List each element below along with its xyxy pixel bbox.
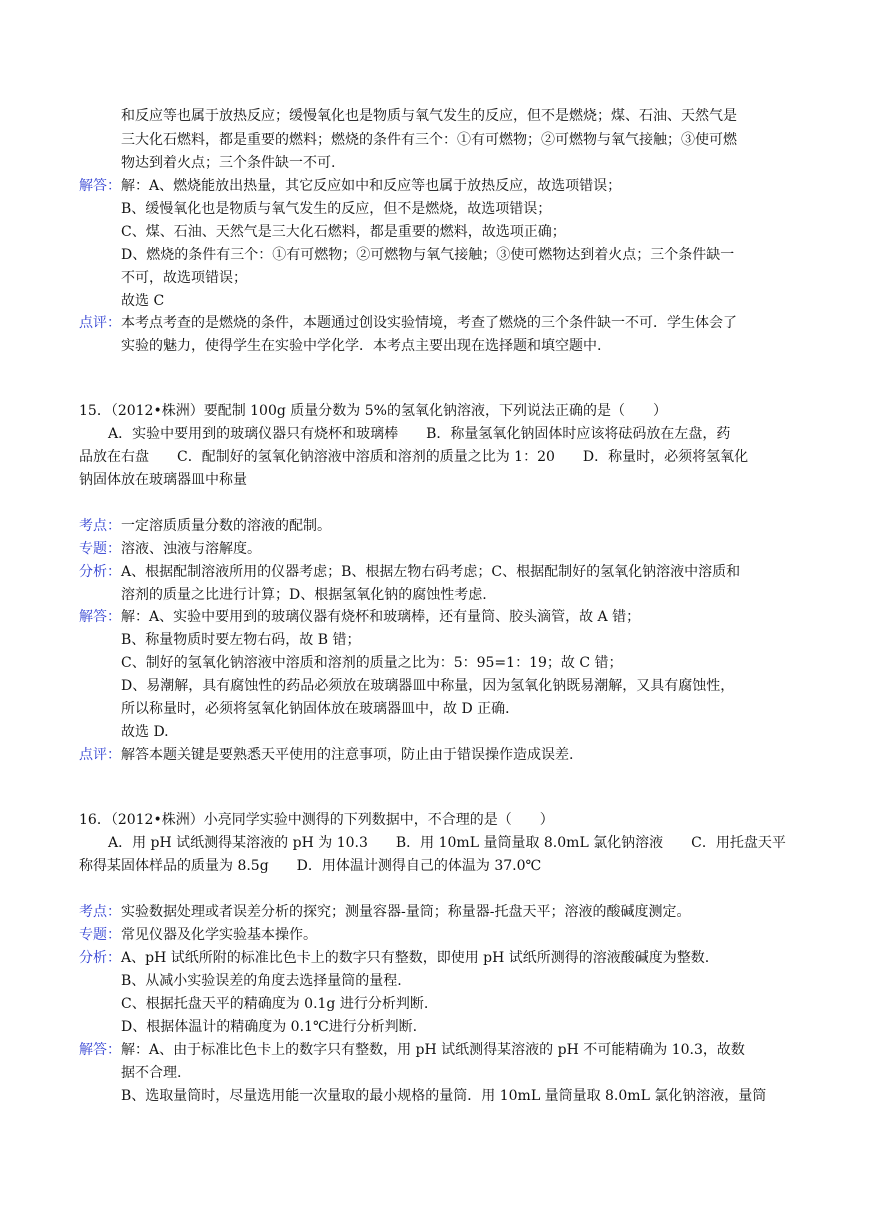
- comment-label: 点评：: [79, 315, 121, 331]
- analysis-line: A、根据配制溶液所用的仪器考虑；B、根据左物右码考虑；C、根据配制好的氢氧化钠溶液中溶质和: [121, 564, 741, 580]
- answer-line: 故选 C: [121, 293, 165, 309]
- question-stem: 15．（2012•株洲）要配制 100g 质量分数为 5%的氢氧化钠溶液，下列说法正确的是（ ）: [79, 403, 667, 419]
- answer-line: 故选 D.: [121, 724, 169, 740]
- answer-line: C、制好的氢氧化钠溶液中溶质和溶剂的质量之比为：5：95=1：19；故 C 错；: [121, 655, 623, 671]
- answer-line: B、缓慢氧化也是物质与氧气发生的反应，但不是燃烧，故选项错误；: [121, 201, 552, 217]
- answer-line: 据不合理.: [121, 1065, 182, 1081]
- answer-line: 解：A、实验中要用到的玻璃仪器有烧杯和玻璃棒，还有量筒、胶头滴管，故 A 错；: [121, 609, 641, 625]
- answer-line: B、选取量筒时，尽量选用能一次量取的最小规格的量筒．用 10mL 量筒量取 8.0mL 氯化钠溶液，量筒: [121, 1088, 767, 1104]
- analysis-line: C、根据托盘天平的精确度为 0.1g 进行分析判断.: [121, 996, 429, 1012]
- point-text: 实验数据处理或者误差分析的探究；测量容器-量筒；称量器-托盘天平；溶液的酸碱度测定。: [121, 904, 691, 920]
- comment-label: 点评：: [79, 747, 121, 763]
- answer-label: 解答：: [79, 1042, 121, 1058]
- analysis-label: 分析：: [79, 950, 121, 966]
- question-option-line: 钠固体放在玻璃器皿中称量: [79, 472, 247, 488]
- analysis-label: 分析：: [79, 564, 121, 580]
- analysis-line: 三大化石燃料，都是重要的燃料；燃烧的条件有三个：①有可燃物；②可燃物与氧气接触；③使可燃: [121, 132, 737, 148]
- answer-line: D、燃烧的条件有三个：①有可燃物；②可燃物与氧气接触；③使可燃物达到着火点；三个条件缺一: [121, 247, 735, 263]
- point-text: 一定溶质质量分数的溶液的配制。: [121, 518, 331, 534]
- point-label: 考点：: [79, 518, 121, 534]
- answer-line: 不可，故选项错误；: [121, 270, 247, 286]
- topic-text: 溶液、浊液与溶解度。: [121, 541, 261, 557]
- analysis-line: D、根据体温计的精确度为 0.1℃进行分析判断.: [121, 1019, 418, 1035]
- comment-line: 实验的魅力，使得学生在实验中学化学．本考点主要出现在选择题和填空题中.: [121, 338, 602, 354]
- topic-label: 专题：: [79, 927, 121, 943]
- answer-line: C、煤、石油、天然气是三大化石燃料，都是重要的燃料，故选项正确；: [121, 224, 566, 240]
- question-option-line: A．实验中要用到的玻璃仪器只有烧杯和玻璃棒 B．称量氢氧化钠固体时应该将砝码放在左盘，药: [108, 426, 731, 442]
- analysis-line: A、pH 试纸所附的标准比色卡上的数字只有整数，即使用 pH 试纸所测得的溶液酸碱度为整数.: [121, 950, 710, 966]
- point-label: 考点：: [79, 904, 121, 920]
- analysis-line: 物达到着火点；三个条件缺一不可.: [121, 155, 336, 171]
- answer-label: 解答：: [79, 178, 121, 194]
- question-option-line: 称得某固体样品的质量为 8.5g D．用体温计测得自己的体温为 37.0℃: [79, 858, 542, 874]
- analysis-line: 溶剂的质量之比进行计算；D、根据氢氧化钠的腐蚀性考虑.: [121, 587, 487, 603]
- answer-label: 解答：: [79, 609, 121, 625]
- analysis-line: B、从减小实验误差的角度去选择量筒的量程.: [121, 973, 402, 989]
- answer-line: D、易潮解，具有腐蚀性的药品必须放在玻璃器皿中称量，因为氢氧化钠既易潮解，又具有腐蚀性，: [121, 678, 735, 694]
- comment-line: 本考点考查的是燃烧的条件，本题通过创设实验情境，考查了燃烧的三个条件缺一不可．学生体会了: [121, 315, 737, 331]
- question-option-line: A．用 pH 试纸测得某溶液的 pH 为 10.3 B．用 10mL 量筒量取 8.0mL 氯化钠溶液 C．用托盘天平: [108, 835, 786, 851]
- comment-text: 解答本题关键是要熟悉天平使用的注意事项，防止由于错误操作造成误差.: [121, 747, 574, 763]
- topic-label: 专题：: [79, 541, 121, 557]
- answer-line: 解：A、由于标准比色卡上的数字只有整数，用 pH 试纸测得某溶液的 pH 不可能精确为 10.3，故数: [121, 1042, 745, 1058]
- topic-text: 常见仪器及化学实验基本操作。: [121, 927, 317, 943]
- answer-line: B、称量物质时要左物右码，故 B 错；: [121, 632, 361, 648]
- question-stem: 16．（2012•株洲）小亮同学实验中测得的下列数据中，不合理的是（ ）: [79, 812, 554, 828]
- analysis-line: 和反应等也属于放热反应；缓慢氧化也是物质与氧气发生的反应，但不是燃烧；煤、石油、天然气是: [121, 108, 737, 124]
- question-option-line: 品放在右盘 C．配制好的氢氧化钠溶液中溶质和溶剂的质量之比为 1：20 D．称量时，必须将氢氧化: [79, 449, 749, 465]
- answer-line: 所以称量时，必须将氢氧化钠固体放在玻璃器皿中，故 D 正确．: [121, 701, 520, 717]
- answer-line: 解：A、燃烧能放出热量，其它反应如中和反应等也属于放热反应，故选项错误；: [121, 178, 622, 194]
